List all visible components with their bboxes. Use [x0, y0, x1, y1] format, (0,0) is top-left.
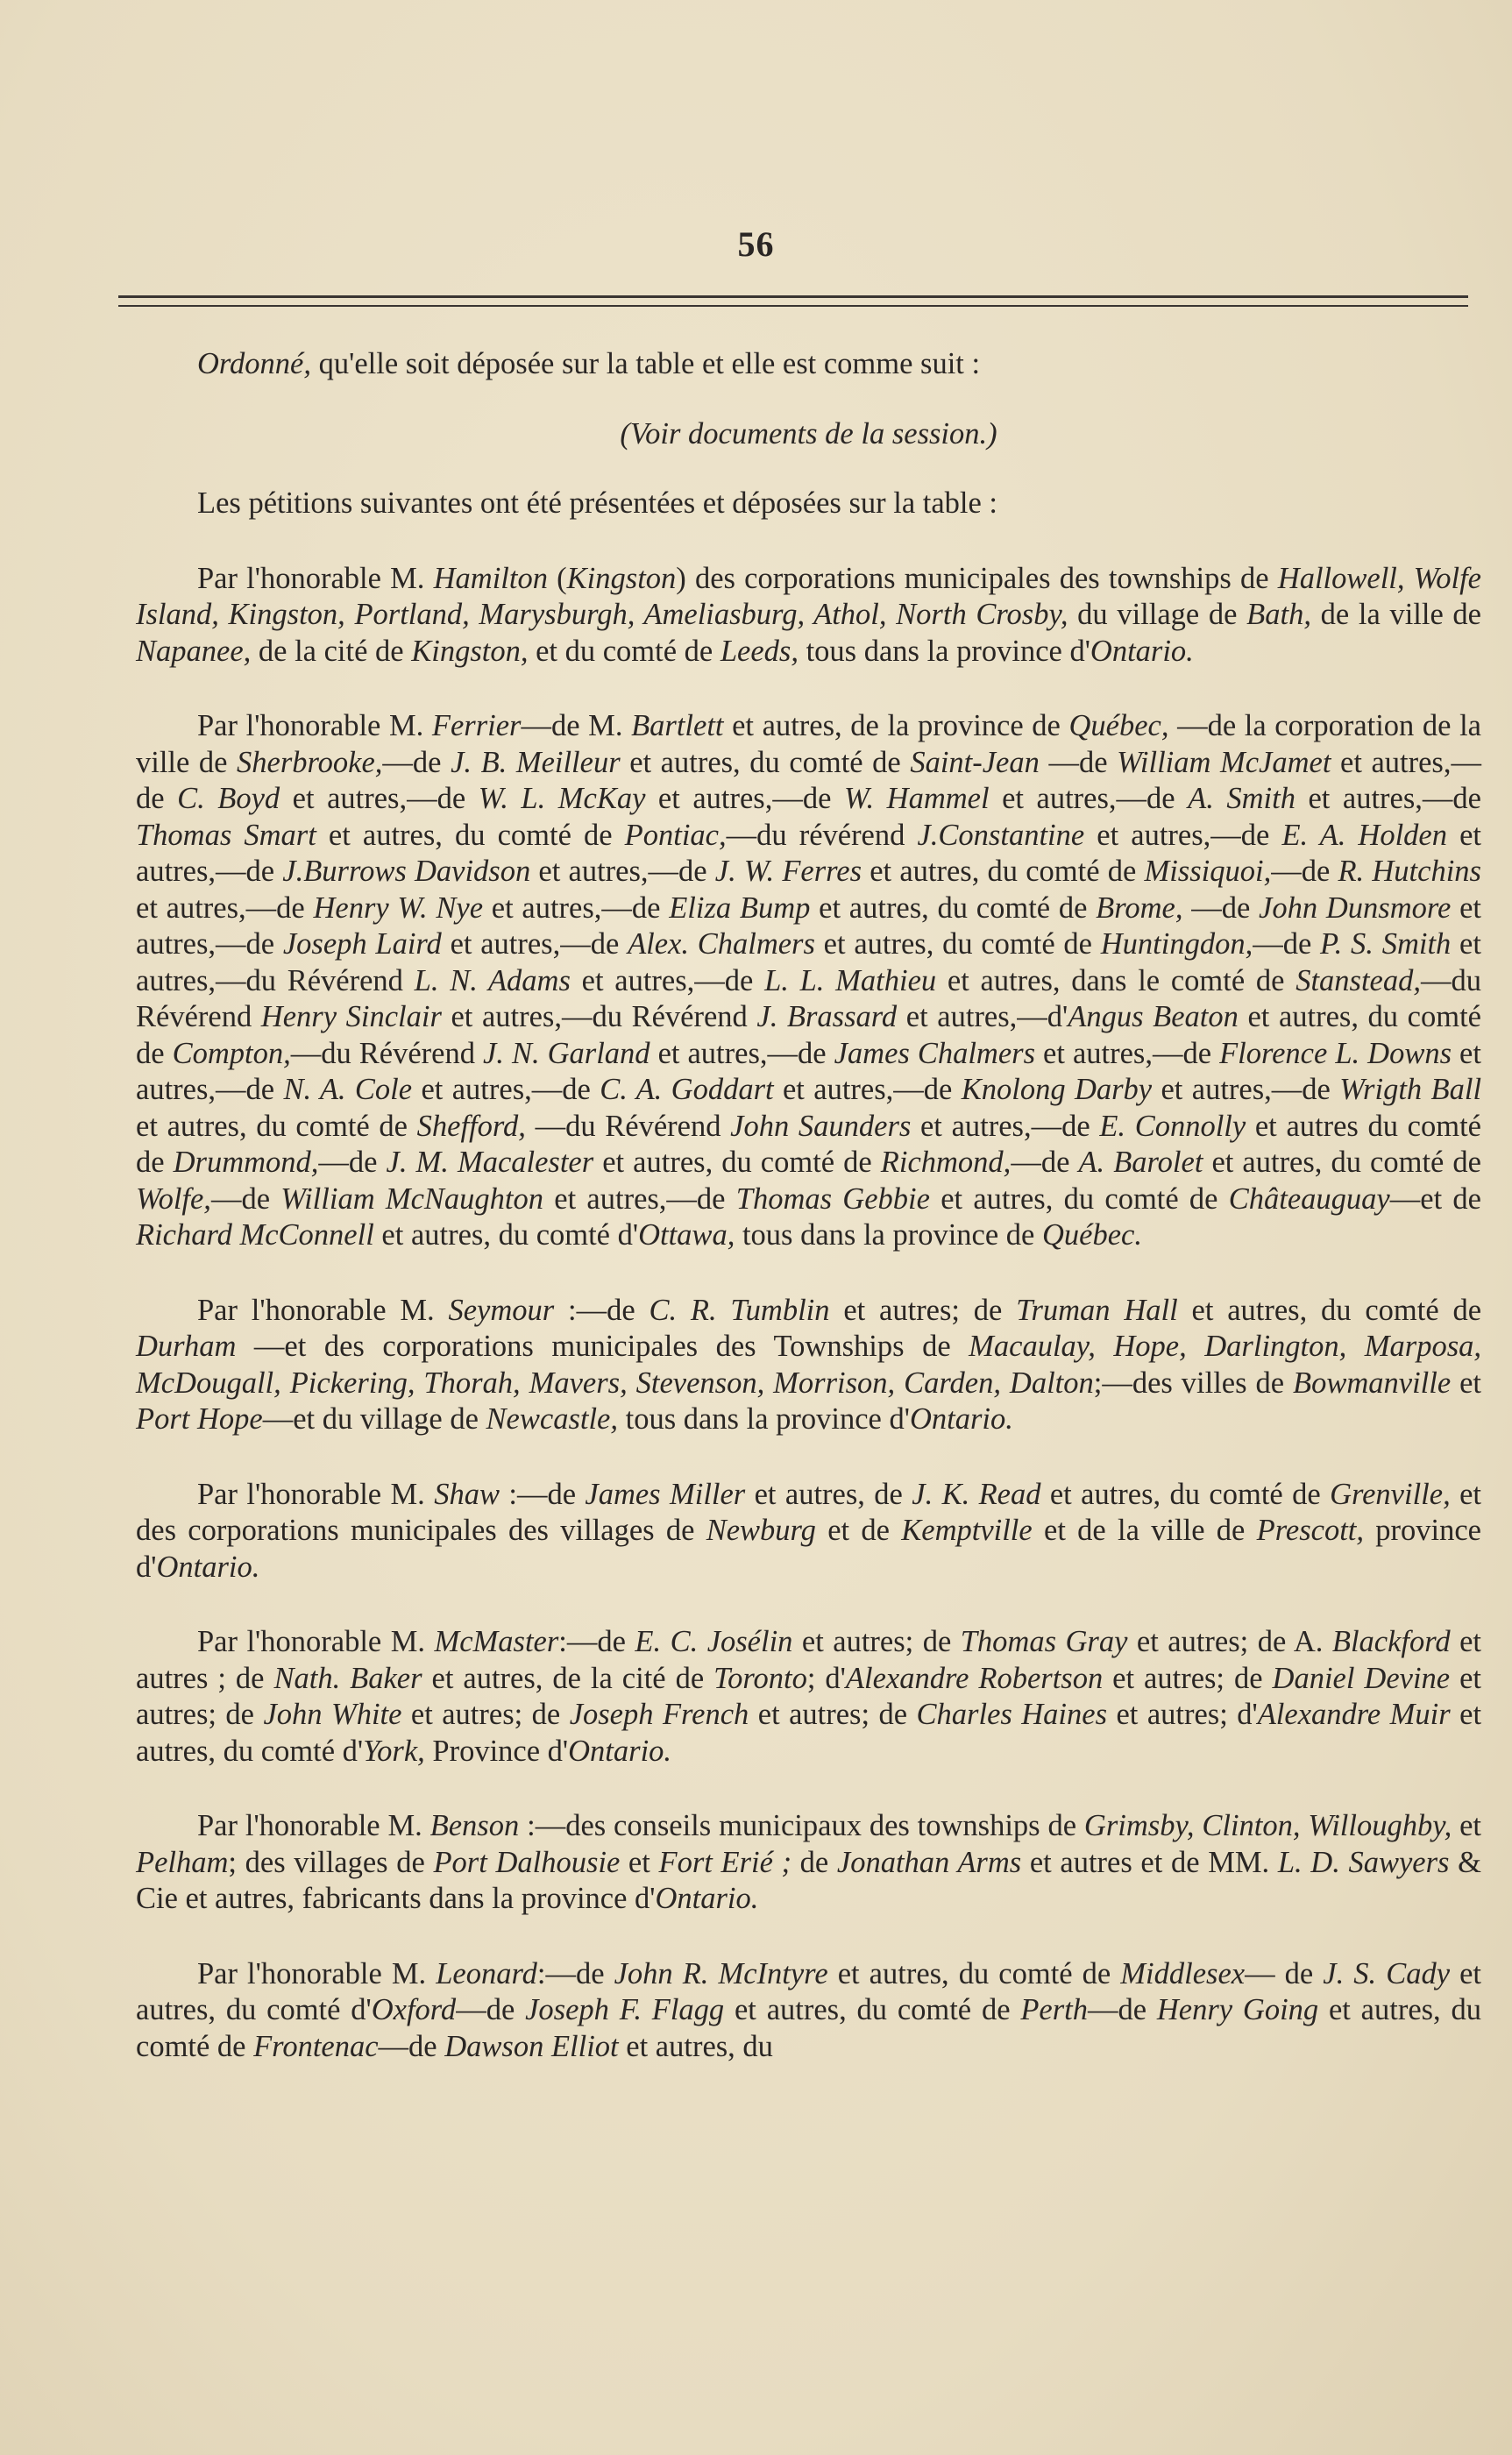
petition-text: Saint-Jean — [910, 745, 1040, 779]
petition-text: Durham — [136, 1330, 237, 1363]
petition-text: James Miller — [585, 1477, 746, 1511]
petition-text: de la ville de — [1310, 598, 1481, 631]
petitions-intro: Les pétitions suivantes ont été présentées et déposées sur la table : — [197, 486, 998, 520]
petition-text: L. N. Adams — [414, 963, 571, 997]
petition-text: Ontario. — [156, 1550, 260, 1584]
petition-text: Par l'honorable M. — [197, 1809, 430, 1842]
petition-text: Toronto — [713, 1661, 807, 1695]
petition-text: province d' — [136, 1514, 1481, 1584]
petition-text: :—de — [499, 1477, 586, 1511]
petition-text: Thomas Smart — [136, 818, 316, 852]
petition-text: et autres,—de — [136, 890, 314, 925]
petition-text: Richard McConnell — [136, 1218, 374, 1252]
petition-list — [136, 522, 1481, 2066]
petition-text: et de la ville de — [1032, 1514, 1257, 1547]
petition-text: et autres, du comté d' — [136, 1956, 1481, 2026]
petition-text: :—de — [554, 1293, 650, 1327]
petition-text: et autres,—de — [412, 1073, 600, 1106]
petition-text: et de — [815, 1514, 902, 1547]
petition-text: du village de — [1068, 598, 1247, 631]
petition-text: et autres, du comté de — [1203, 1146, 1481, 1179]
petition-text: Seymour — [448, 1293, 555, 1327]
petition-text: Par l'honorable M. — [197, 1625, 435, 1658]
petition-text: —et des corporations municipales des Townships de — [236, 1330, 969, 1363]
petition-text: York, — [363, 1734, 425, 1768]
petition-text: Dawson Elliot — [444, 2029, 619, 2063]
petition-text: et autres, du comté de — [136, 1993, 1481, 2063]
petition-text: John Dunsmore — [1259, 890, 1452, 925]
petition-text: et autres,—de — [650, 1036, 834, 1070]
petition-text: Ottawa, — [638, 1218, 735, 1252]
petition-text: —de — [1039, 745, 1118, 779]
petition-text: —du révérend — [726, 818, 918, 852]
petition-text: et — [1451, 1366, 1481, 1400]
petition-text: Shaw — [434, 1477, 500, 1511]
petition-text: James Chalmers — [834, 1036, 1036, 1070]
petition-text: —du Révérend — [136, 963, 1481, 1033]
petition-text: J.Burrows Davidson — [282, 855, 531, 888]
petition-text: Kingston, — [411, 634, 529, 668]
petition-text: Newcastle, — [486, 1402, 618, 1436]
petition-text: Henry W. Nye — [313, 890, 484, 925]
petition-text: —du Révérend — [290, 1036, 483, 1070]
petition-text: Joseph French — [569, 1698, 749, 1731]
petition-text: A. Smith — [1188, 782, 1295, 815]
petition-text: et autres; de A. — [1127, 1625, 1332, 1658]
voir-text: (Voir documents de la session.) — [620, 416, 997, 451]
petition-text: C. A. Goddart — [600, 1073, 774, 1106]
petition-text: et autres,—du Révérend — [136, 927, 1481, 997]
petition-text: J. Brassard — [756, 1000, 898, 1033]
petition-text: C. Boyd — [177, 782, 280, 815]
petition-text: :—des conseils municipaux des townships de — [519, 1809, 1084, 1842]
petition-text: et — [1452, 1809, 1482, 1842]
petition-text: —de — [1182, 890, 1260, 925]
petition-text: Missiquoi, — [1144, 855, 1272, 888]
petition-text: :—de — [536, 1956, 614, 1990]
petition-text: Grimsby, Clinton, Willoughby, — [1083, 1809, 1452, 1842]
petition-text: et du comté de — [528, 634, 721, 668]
petition-text: Ontario. — [655, 1882, 759, 1915]
petition-text: E. C. Josélin — [635, 1625, 793, 1658]
petition-text: Alexandre Robertson — [845, 1661, 1104, 1695]
petition-text: et autres,—de — [136, 745, 1481, 815]
petition-text: Brome, — [1096, 890, 1183, 925]
petition-text: et autres,—de — [1295, 782, 1481, 815]
petition-text: W. Hammel — [843, 782, 990, 815]
petition-text: Benson — [429, 1809, 520, 1842]
petition-text: Perth — [1020, 1993, 1088, 2026]
petition-text: Leonard — [436, 1956, 537, 1990]
petition-text: et autres du comté de — [136, 1109, 1481, 1179]
petition-text: et autres,—de — [911, 1109, 1100, 1143]
page-number: 56 — [737, 224, 775, 264]
petition-text: Joseph F. Flagg — [525, 1993, 725, 2026]
petition-text: et autres,—de — [773, 1073, 962, 1106]
ordonne-lead: Ordonné, — [197, 347, 311, 380]
petition-text: Prescott, — [1256, 1514, 1364, 1547]
petition-paragraph-ferrier — [136, 708, 1481, 1254]
petition-text: Leeds, — [720, 634, 799, 668]
petition-text: Par l'honorable M. — [197, 561, 434, 595]
petition-text: —de — [1011, 1146, 1079, 1179]
petition-text: tous dans la province de — [735, 1218, 1042, 1252]
petition-text: et autres, du comté de — [593, 1146, 881, 1179]
petition-text: et autres; de — [749, 1698, 917, 1731]
petition-text: et autres; de — [829, 1293, 1017, 1327]
petition-text: Jonathan Arms — [836, 1845, 1022, 1879]
petition-text: et autres, du comté de — [929, 1181, 1229, 1216]
petition-text: et autres; de — [1103, 1661, 1273, 1695]
petition-text: Stanstead, — [1295, 963, 1421, 997]
petition-text: P. S. Smith — [1320, 927, 1452, 961]
petition-text: et autres, du comté de — [136, 1109, 417, 1143]
petition-text: Wolfe, — [136, 1181, 211, 1216]
petition-text: Charles Haines — [916, 1698, 1108, 1731]
petition-text: et autres,—de — [136, 818, 1481, 888]
petition-paragraph-shaw — [136, 1477, 1481, 1586]
petition-text: Bartlett — [631, 709, 724, 742]
petition-text: Port Hope — [136, 1402, 263, 1436]
petition-text: et autres,—de — [1152, 1073, 1340, 1106]
petition-text: Alexandre Muir — [1257, 1698, 1451, 1731]
petition-text: et autres, du comté d' — [136, 1698, 1482, 1768]
petition-text: C. R. Tumblin — [649, 1293, 830, 1327]
petition-text: Truman Hall — [1016, 1293, 1178, 1327]
petition-text: Oxford — [371, 1993, 457, 2026]
petition-text: et autres, du comté de — [1040, 1477, 1331, 1511]
petition-text: John White — [263, 1698, 402, 1731]
petition-text: J.Constantine — [917, 818, 1085, 852]
petition-paragraph-seymour — [136, 1293, 1481, 1438]
petition-text: L. D. Sawyers — [1277, 1845, 1450, 1879]
petition-text: Port Dalhousie — [433, 1845, 621, 1879]
petition-text: —de — [1087, 1993, 1157, 2026]
voir-documents — [136, 416, 1481, 453]
petition-text: et autres,—de — [530, 855, 715, 888]
petition-text: et autres,—d' — [897, 1000, 1068, 1033]
petition-text: Bath, — [1246, 598, 1311, 631]
petition-text: Newburg — [706, 1514, 816, 1547]
petition-text: Ontario. — [568, 1734, 672, 1768]
petition-text: Eliza Bump — [669, 890, 811, 925]
petition-text: Thomas Gray — [960, 1625, 1128, 1658]
petition-text: —du Révérend — [525, 1109, 731, 1143]
petition-text: et autres,—de — [543, 1181, 736, 1216]
petition-text: —de — [382, 745, 451, 779]
petition-text: et autres ; de — [136, 1625, 1482, 1695]
petition-text: Kingston — [566, 561, 677, 595]
petition-text: E. A. Holden — [1281, 818, 1447, 852]
petition-text: Par l'honorable M. — [197, 1956, 437, 1990]
petition-text: ( — [547, 561, 567, 595]
petition-text: et autres, du comté de — [620, 745, 911, 779]
petition-text: Province d' — [424, 1734, 569, 1768]
petition-text: Ontario. — [909, 1402, 1013, 1436]
petition-text: et autres, du comté de — [827, 1956, 1121, 1990]
petition-text: Daniel Devine — [1272, 1661, 1451, 1695]
petition-text: :—de — [558, 1625, 635, 1658]
petition-text: et autres, du comté de — [1177, 1293, 1482, 1327]
petition-text: John R. McIntyre — [614, 1956, 828, 1990]
petition-text: et autres, de — [745, 1477, 912, 1511]
petition-text: Thomas Gebbie — [735, 1181, 930, 1216]
petition-text: et autres et de MM. — [1021, 1845, 1278, 1879]
petition-text: —de M. — [521, 709, 632, 742]
petition-text: Richmond, — [880, 1146, 1012, 1179]
petition-text: Compton, — [172, 1036, 291, 1070]
petition-text: et autres; de — [401, 1698, 570, 1731]
petition-text: Shefford, — [416, 1109, 526, 1143]
petition-paragraph-leonard — [136, 1956, 1481, 2066]
petition-text: E. Connolly — [1099, 1109, 1246, 1143]
petition-text: John Saunders — [730, 1109, 912, 1143]
petition-text: ; des villages de — [228, 1845, 434, 1879]
petition-text: Châteauguay — [1228, 1181, 1390, 1216]
petition-text: —de — [1253, 927, 1321, 961]
petition-text: William McJamet — [1117, 745, 1331, 779]
petition-text: Hamilton — [433, 561, 548, 595]
ordonne-rest: qu'elle soit déposée sur la table et elle est comme suit : — [311, 347, 981, 380]
petition-text: Knolong Darby — [961, 1073, 1153, 1106]
petition-text: J. S. Cady — [1323, 1956, 1451, 1990]
petition-text: ; d' — [806, 1661, 846, 1695]
petition-text: et autres,—de — [441, 927, 628, 961]
petition-text: et autres, du comté de — [810, 890, 1097, 925]
petition-text: R. Hutchins — [1338, 855, 1481, 888]
petition-text: et autres; de — [136, 1661, 1482, 1731]
petition-text: et autres,—de — [280, 782, 479, 815]
petition-text: J. M. Macalester — [386, 1146, 594, 1179]
document-body — [136, 346, 1481, 2065]
petition-text: Par l'honorable M. — [197, 709, 432, 742]
petition-text: et autres, du comté de — [316, 818, 625, 852]
petition-text: Bowmanville — [1293, 1366, 1452, 1400]
petition-text: et autres,—du Révérend — [441, 1000, 757, 1033]
petition-text: et autres,—de — [645, 782, 844, 815]
petition-text: de — [791, 1845, 837, 1879]
petition-text: Québec. — [1042, 1218, 1142, 1252]
petition-text: et autres, du comté de — [862, 855, 1145, 888]
petition-text: et autres,—de — [570, 963, 765, 997]
petition-text: tous dans la province d' — [798, 634, 1090, 668]
petition-text: et autres, dans le comté de — [936, 963, 1296, 997]
petition-text: —et de — [1389, 1181, 1481, 1216]
petition-text: ) des corporations municipales des townships de — [676, 561, 1278, 595]
petition-text: Blackford — [1331, 1625, 1451, 1658]
petition-text: et autres; d' — [1107, 1698, 1258, 1731]
petition-text: —de — [378, 2029, 445, 2063]
petition-paragraph-benson — [136, 1808, 1481, 1918]
petition-text: et — [620, 1845, 659, 1879]
petition-text: Napanee, — [136, 634, 252, 668]
petition-text: W. L. McKay — [478, 782, 646, 815]
petition-text: Henry Going — [1156, 1993, 1319, 2026]
petition-text: J. W. Ferres — [714, 855, 862, 888]
petition-text: et autres, du comté de — [136, 1000, 1481, 1070]
petition-text: et autres,—de — [1035, 1036, 1220, 1070]
petition-text: et autres,—de — [136, 890, 1481, 961]
petition-text: Florence L. Downs — [1219, 1036, 1452, 1070]
petition-text: Fort Erié ; — [658, 1845, 792, 1879]
petition-text: et autres, du — [618, 2029, 773, 2063]
petition-text: N. A. Cole — [283, 1073, 413, 1106]
petition-text: Pelham — [136, 1845, 229, 1879]
petition-text: et des corporations municipales des villages de — [136, 1477, 1481, 1547]
petition-text: J. B. Meilleur — [451, 745, 621, 779]
petition-text: et autres, de la province de — [723, 709, 1069, 742]
petition-text: Wrigth Ball — [1339, 1073, 1482, 1106]
petition-text: tous dans la province d' — [617, 1402, 910, 1436]
petition-text: Joseph Laird — [282, 927, 442, 961]
petition-text: —de — [210, 1181, 281, 1216]
petition-text: Sherbrooke, — [237, 745, 383, 779]
petition-text: Middlesex — [1120, 1956, 1246, 1990]
petition-text: J. K. Read — [912, 1477, 1041, 1511]
petition-text: et autres,—de — [136, 1036, 1481, 1106]
petition-text: Frontenac — [253, 2029, 379, 2063]
petition-text: et autres, du comté de — [724, 1993, 1021, 2026]
petition-text: —et du village de — [262, 1402, 486, 1436]
petition-text: Drummond, — [173, 1146, 319, 1179]
petition-text: ;—des villes de — [1093, 1366, 1293, 1400]
petition-text: — de — [1245, 1956, 1324, 1990]
petition-text: L. L. Mathieu — [764, 963, 937, 997]
petition-text: & Cie et autres, fabricants dans la province d' — [136, 1845, 1481, 1915]
petition-text: Huntingdon, — [1100, 927, 1253, 961]
ordonne-line — [136, 346, 1481, 383]
petition-text: J. N. Garland — [482, 1036, 650, 1070]
petition-paragraph-mcmaster — [136, 1624, 1481, 1770]
petition-text: William McNaughton — [280, 1181, 544, 1216]
petition-text: Ferrier — [431, 709, 522, 742]
petition-text: —de — [456, 1993, 526, 2026]
petition-text: et autres,—de — [989, 782, 1189, 815]
petition-text: —de — [1271, 855, 1338, 888]
petition-paragraph-hamilton — [136, 561, 1481, 671]
petition-text: et autres,—de — [1084, 818, 1282, 852]
petition-text: Kemptville — [901, 1514, 1033, 1547]
petition-text: Angus Beaton — [1068, 1000, 1239, 1033]
petition-text: Alex. Chalmers — [628, 927, 815, 961]
petition-text: —de la corporation de la ville de — [136, 709, 1481, 779]
petition-text: et autres,—de — [483, 890, 670, 925]
petition-text: Nath. Baker — [273, 1661, 422, 1695]
header-rule — [118, 295, 1468, 307]
petition-text: et autres, du comté de — [814, 927, 1101, 961]
petition-text: Hallowell, Wolfe Island, Kingston, Portland, Marysburgh, Ameliasburg, Athol, North Crosby, — [136, 561, 1481, 631]
petition-text: Henry Sinclair — [260, 1000, 442, 1033]
petition-text: Par l'honorable M. — [197, 1293, 449, 1327]
petition-text: Pontiac, — [624, 818, 727, 852]
petition-text: Ontario. — [1090, 634, 1194, 668]
petition-text: et autres, de la cité de — [422, 1661, 714, 1695]
petition-text: de la cité de — [251, 634, 412, 668]
petition-text: Grenville, — [1330, 1477, 1451, 1511]
petition-text: A. Barolet — [1078, 1146, 1203, 1179]
petition-text: et autres; de — [792, 1625, 961, 1658]
petition-text: McMaster — [434, 1625, 559, 1658]
petition-text: —de — [318, 1146, 387, 1179]
petition-text: et autres, du comté d' — [373, 1218, 639, 1252]
petition-text: Par l'honorable M. — [197, 1477, 435, 1511]
petition-text: Macaulay, Hope, Darlington, Marposa, McDougall, Pickering, Thorah, Mavers, Stevenson, Morrison, Carden, Dalton — [136, 1330, 1481, 1400]
petition-text: Québec, — [1068, 709, 1169, 742]
